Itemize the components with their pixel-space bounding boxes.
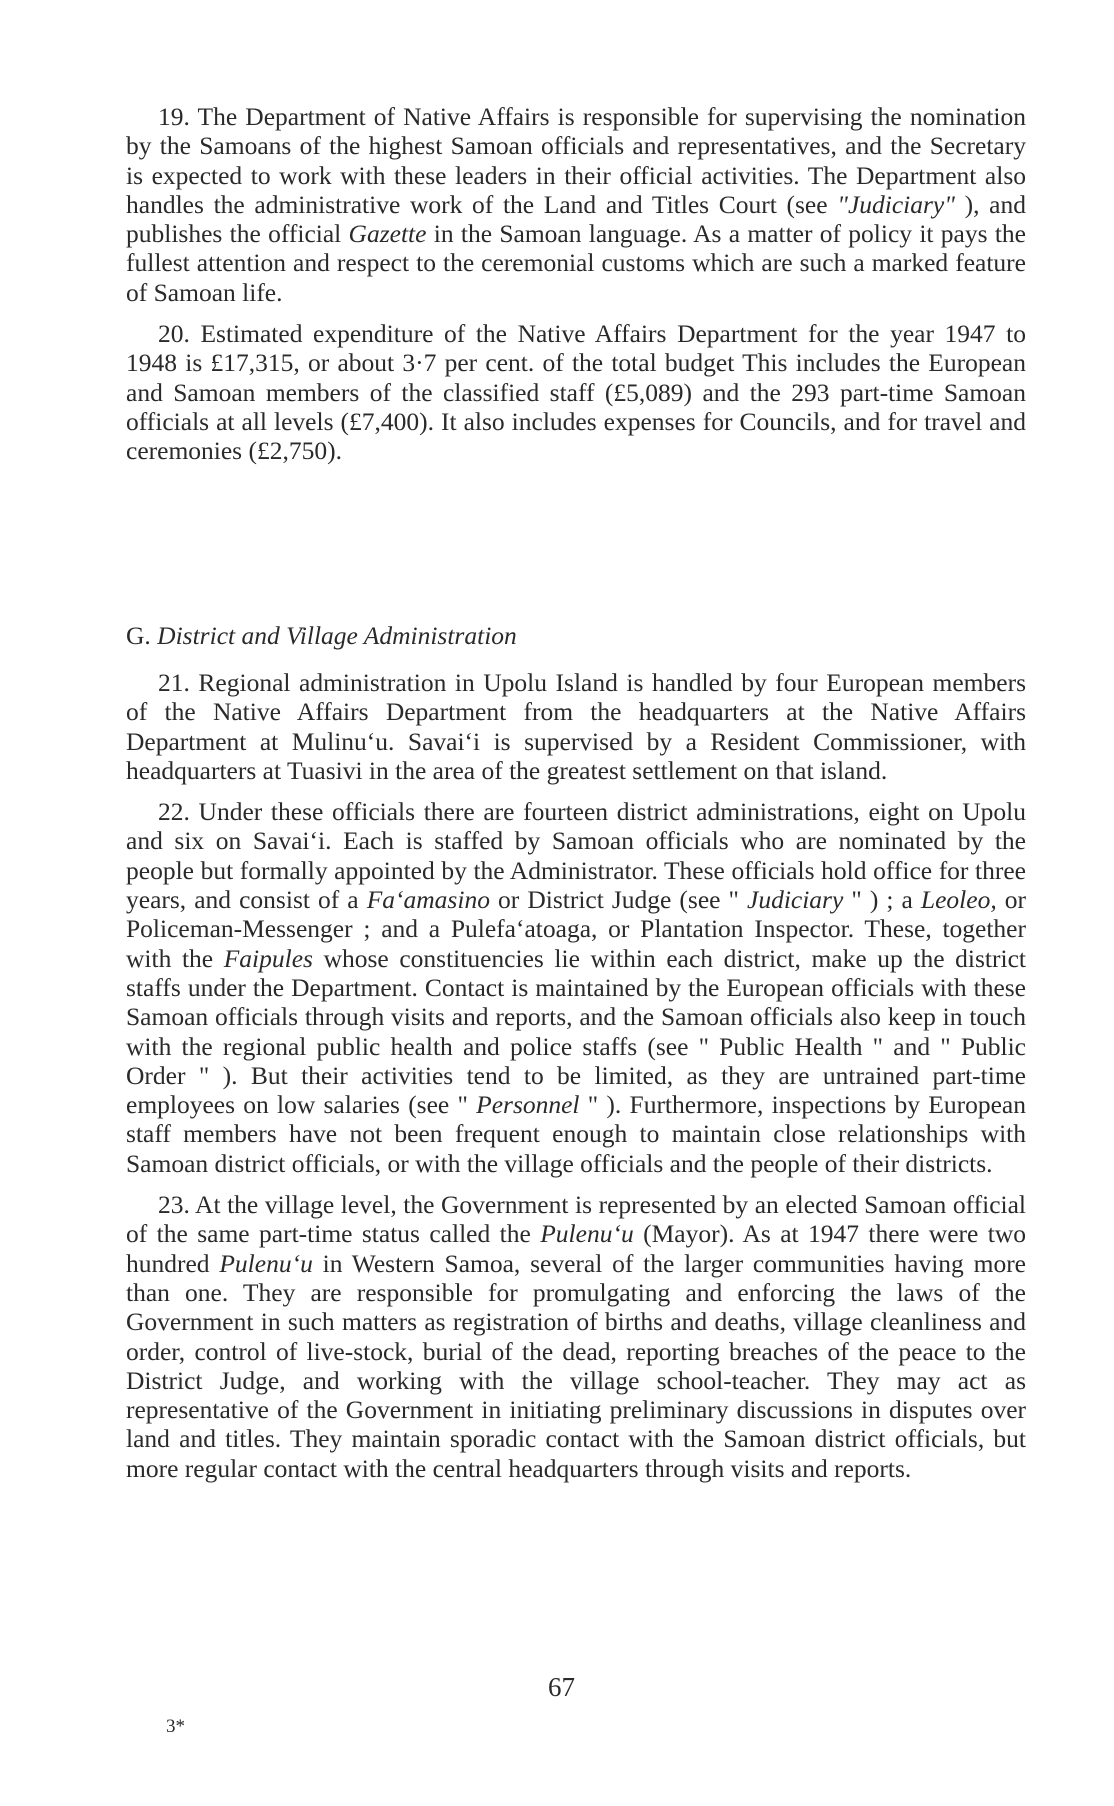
paragraph-text: At the village level, the Government is represented by an elected Samoan official of the same part-time status called the Pulenu‘u (Mayor). As at 1947 there were two hundred Pulenu‘u in Western Samoa, several of the larger communities having more than one. They are responsible for promulgating and enforcing the laws of the Government in such matters as registration of births and deaths, village cleanliness and order, control of live-stock, burial of the dead, reporting breaches of the peace to the District Judge, and working with the village school-teacher. They may act as representative of the Government in initiating preliminary discussions in disputes over land and titles. They maintain sporadic contact with the Samoan district officials, but more regular contact with the central headquarters through visits and reports. <box>126 1190 1026 1483</box>
paragraph-text: Estimated expenditure of the Native Affairs Department for the year 1947 to 1948 is £17,315, or about 3·7 per cent. of the total budget This includes the European and Samoan members of the classified staff (£5,089) and the 293 part-time Samoan officials at all levels (£7,400). It also includes expenses for Councils, and for travel and ceremonies (£2,750). <box>126 319 1026 466</box>
paragraph-number: 21. <box>158 668 190 697</box>
paragraph-number: 23. <box>158 1190 190 1220</box>
page-number: 67 <box>548 1672 575 1702</box>
paragraph-number: 20. <box>158 319 190 349</box>
paragraph-19 <box>126 102 1026 307</box>
section-title: District and Village Administration <box>157 621 517 650</box>
paragraph-text: The Department of Native Affairs is responsible for supervising the nomination by the Samoans of the highest Samoan officials and representatives, and the Secretary is expected to work with these leaders in their official activities. The Department also handles the administrative work of the Land and Titles Court (see "Judiciary" ), and publishes the official Gazette in the Samoan language. As a matter of policy it pays the fullest attention and respect to the ceremonial customs which are such a marked feature of Samoan life. <box>126 102 1026 307</box>
paragraph-text: Regional administration in Upolu Island is handled by four European members of the Native Affairs Department from the headquarters at the Native Affairs Department at Mulinu‘u. Savai‘i is supervised by a Resident Commissioner, with headquarters at Tuasivi in the area of the greatest settlement on that island. <box>126 668 1026 785</box>
paragraph-23 <box>126 1190 1026 1483</box>
signature-mark: 3* <box>166 1716 185 1737</box>
paragraph-22 <box>126 797 1026 1178</box>
section-letter: G. <box>126 621 151 650</box>
paragraph-number: 19. <box>158 102 190 131</box>
top-paragraphs <box>126 102 1026 466</box>
paragraph-21 <box>126 668 1026 785</box>
paragraph-text: Under these officials there are fourteen district administrations, eight on Upolu and six on Savai‘i. Each is staffed by Samoan officials who are nominated by the people but formally appointed by the Administrator. These officials hold office for three years, and consist of a Fa‘amasino or District Judge (see " Judiciary " ) ; a Leoleo, or Policeman-Messenger ; and a Pulefa‘atoaga, or Plantation Inspector. These, together with the Faipules whose constituencies lie within each district, make up the district staffs under the Department. Contact is maintained by the European officials with these Samoan officials through visits and reports, and the Samoan officials also keep in touch with the regional public health and police staffs (see " Public Health " and " Public Order " ). But their activities tend to be limited, as they are untrained part-time employees on low salaries (see " Personnel " ). Furthermore, inspections by European staff members have not been frequent enough to maintain close relationships with Samoan district officials, or with the village officials and the people of their districts. <box>126 797 1027 1178</box>
paragraph-number: 22. <box>158 797 190 827</box>
bottom-paragraphs <box>126 668 1026 1483</box>
section-heading <box>126 621 517 651</box>
paragraph-20 <box>126 319 1026 465</box>
